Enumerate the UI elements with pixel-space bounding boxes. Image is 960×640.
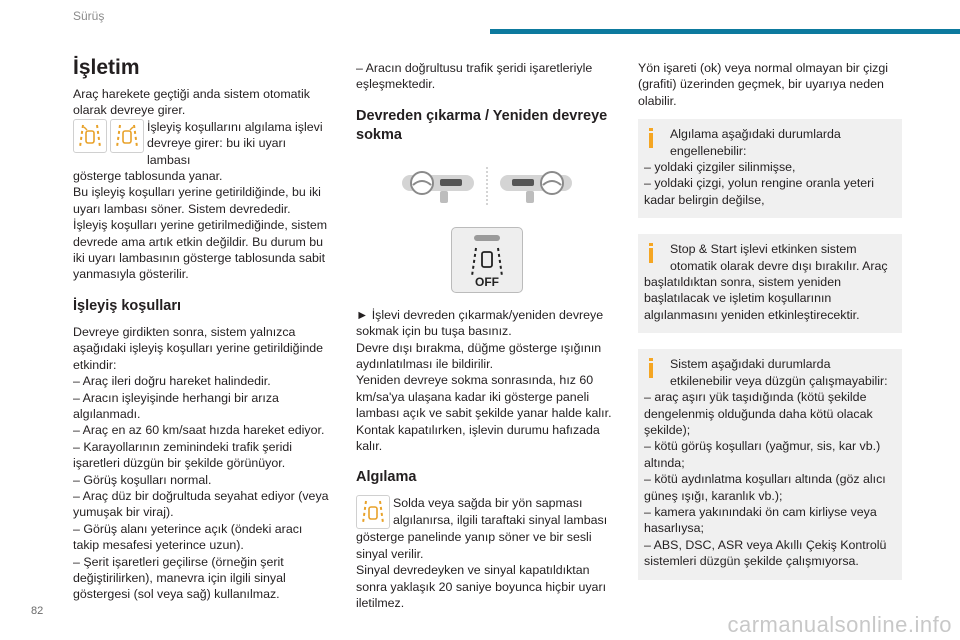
conditions-intro: Devreye girdikten sonra, sistem yalnızca aşağıdaki işleyiş koşulları yerine getirildiğinde etkindir: <box>73 324 324 372</box>
running-header: Sürüş <box>73 9 105 23</box>
condition-item: – Şerit işaretleri geçilirse (örneğin şerit değiştirilirken), manevra için ilgili sinyal göstergesi (sol veya sağ) kullanılmaz. <box>73 554 286 602</box>
note-line: – yoldaki çizgiler silinmişse, <box>644 160 796 175</box>
note-line: – kamera yakınındaki ön cam kirliyse veya hasarlıysa; <box>644 504 877 536</box>
header-accent-bar <box>490 29 960 34</box>
paragraph: Yön işareti (ok) veya normal olmayan bir çizgi (grafiti) üzerinden geçmek, bir uyarıya neden olabilir. <box>638 61 888 108</box>
warning-lamps-text: İşleyiş koşullarını algılama işlevi devreye girer: bu iki uyarı lambası <box>147 119 323 167</box>
note-line: – araç aşırı yük taşıdığında (kötü şekilde dengelenmiş olduğunda daha kötü olacak şekilde); <box>644 390 873 437</box>
steering-wheel-controls-icon <box>356 167 618 209</box>
paragraph: İşleyiş koşulları yerine getirilmediğinde, sistem devrede ama artık etkin değildir. Bu durum bu iki uyarı lambasının gösterge tablosunda sabit yanmasıyla gösterilir. <box>73 218 328 282</box>
paragraph: ► İşlevi devreden çıkarmak/yeniden devreye sokmak için bu tuşa basınız. <box>356 307 604 339</box>
warning-lamps-row <box>73 119 331 168</box>
lane-warning-left-icon <box>73 119 107 153</box>
column-1 <box>73 56 331 603</box>
note-text: Stop & Start işlevi etkinken sistem otomatik olarak devre dışı bırakılır. Araç <box>670 242 888 273</box>
note-line: – kötü aydınlatma koşulları altında (göz alıcı güneş ışığı, karanlık vb.); <box>644 472 886 503</box>
section-heading: İşleyiş koşulları <box>73 297 182 314</box>
condition-item: – Aracın doğrultusu trafik şeridi işaretleriyle eşleşmektedir. <box>356 61 593 92</box>
lane-assist-off-figure <box>356 227 618 293</box>
section-title: İşletim <box>73 56 140 79</box>
info-note <box>638 119 902 218</box>
paragraph: gösterge panelinde yanıp söner ve bir sesli sinyal verilir. <box>356 530 592 561</box>
lane-departure-warning-icon <box>356 495 390 529</box>
note-line: – yoldaki çizgi, yolun rengine oranla yeteri kadar belirgin değilse, <box>644 176 875 207</box>
info-note <box>638 234 902 333</box>
page-number: 82 <box>31 605 44 617</box>
paragraph: Bu işleyiş koşulları yerine getirildiğinde, bu iki uyarı lambası söner. Sistem devrededir. <box>73 185 321 216</box>
condition-item: – Görüş alanı yeterince açık (öndeki aracı takip mesafesi yeterince uzun). <box>73 521 303 553</box>
info-icon <box>644 358 658 378</box>
note-text: Algılama aşağıdaki durumlarda engellenebilir: <box>670 127 841 158</box>
condition-item: – Aracın işleyişinde herhangi bir arıza algılanmadı. <box>73 390 279 421</box>
paragraph: gösterge tablosunda yanar. <box>73 169 223 184</box>
off-label: OFF <box>475 274 499 289</box>
column-3 <box>638 60 902 590</box>
info-note <box>638 349 902 579</box>
detection-text: Solda veya sağda bir yön sapması algılanırsa, ilgili taraftaki sinyal lambası <box>393 496 608 527</box>
note-line: başlatıldıktan sonra, sistem yeniden başlatılacak ve işletim koşullarının algılanmasını yeniden etkinleştirecektir. <box>644 275 860 322</box>
steering-controls-figure <box>356 167 618 207</box>
info-icon <box>644 243 658 263</box>
condition-item: – Karayollarının zeminindeki trafik şeridi işaretleri düzgün bir şekilde görünüyor. <box>73 439 292 471</box>
note-text: Sistem aşağıdaki durumlarda etkilenebilir veya düzgün çalışmayabilir: <box>670 357 888 388</box>
watermark: carmanualsonline.info <box>727 612 952 637</box>
note-line: – kötü görüş koşulları (yağmur, sis, kar vb.) altında; <box>644 439 881 470</box>
intro-text: Araç harekete geçtiği anda sistem otomatik olarak devreye girer. <box>73 87 310 118</box>
paragraph: Devre dışı bırakma, düğme gösterge ışığının aydınlatılması ile bildirilir. <box>356 340 602 372</box>
condition-item: – Araç düz bir doğrultuda seyahat ediyor (veya yumuşak bir viraj). <box>73 488 329 520</box>
detection-lamp-row <box>356 495 618 529</box>
condition-item: – Görüş koşulları normal. <box>73 472 212 487</box>
paragraph: Yeniden devreye sokma sonrasında, hız 60 km/sa'ya ulaşana kadar iki gösterge paneli lambası açık ve sabit şekilde yanar halde kalır. <box>356 373 612 421</box>
lane-assist-off-button[interactable] <box>451 227 523 293</box>
lane-warning-right-icon <box>110 119 144 153</box>
paragraph: Kontak kapatılırken, işlevin durumu hafızada kalır. <box>356 422 600 454</box>
column-2 <box>356 60 618 612</box>
info-icon <box>644 128 658 148</box>
condition-item: – Araç ileri doğru hareket halindedir. <box>73 374 271 389</box>
section-heading: Devreden çıkarma / Yeniden devreye sokma <box>356 107 608 143</box>
note-line: – ABS, DSC, ASR veya Akıllı Çekiş Kontrolü sistemleri düzgün şekilde çalışmıyorsa. <box>644 537 887 569</box>
lane-departure-off-icon <box>452 228 522 292</box>
condition-item: – Araç en az 60 km/saat hızda hareket ediyor. <box>73 423 325 438</box>
section-heading: Algılama <box>356 469 417 486</box>
paragraph: Sinyal devredeyken ve sinyal kapatıldıktan sonra yaklaşık 20 saniye boyunca hiçbir uyarı iletilmez. <box>356 563 607 611</box>
